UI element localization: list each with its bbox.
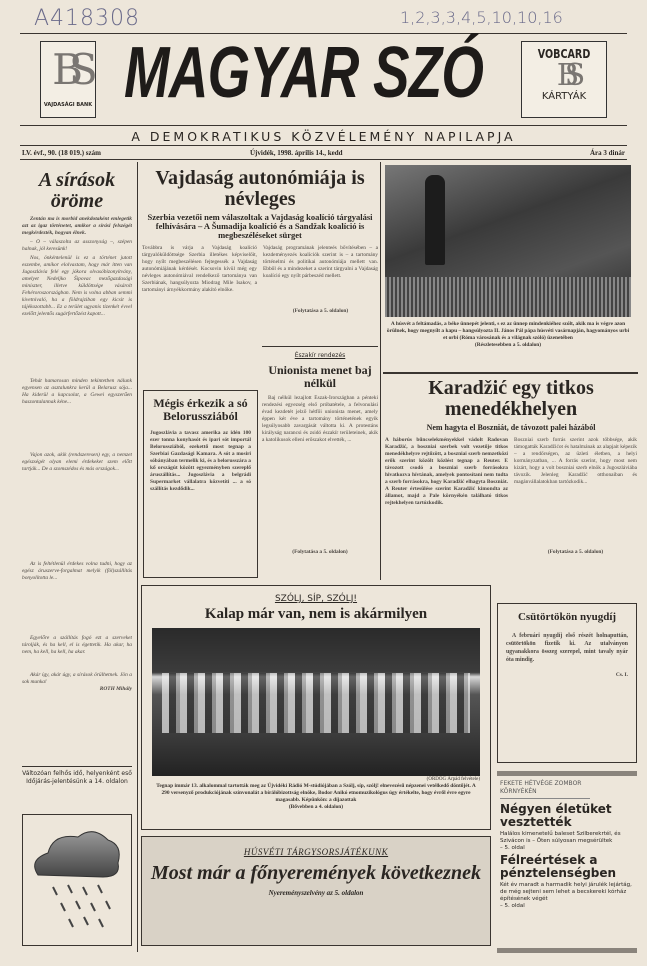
- page-ref[interactable]: – 5. oldal: [500, 903, 525, 909]
- photo-caption: [385, 321, 631, 349]
- easter-lottery-banner[interactable]: [141, 836, 491, 946]
- article-kalap: [141, 585, 491, 830]
- article-text: Baj nélkül lezajlott Észak-Írországban a pénteki rendezési egyezség első próbatétele, a felvonulási évad kezdetét jelző hétfői unionista menet, amely éppen két éve a tartomány történetének egyik legsúlyosabb zavargását váltotta ki. A protestáns királyság narancsi és zsidó északír területeinek, akik a katolikusok elleni erőszakot elvették, ...: [262, 395, 378, 444]
- brief-text: Halálos kimenetelű baleset Szilberekrtél, és Szivácon is – Öten súlyosan megsérültek: [500, 831, 621, 844]
- author: Cs. I.: [615, 671, 628, 678]
- easter-mass-photo: [385, 165, 631, 317]
- cards-label: KÁRTYÁK: [541, 91, 587, 102]
- article-unionista: [262, 352, 378, 556]
- brief-text: Két év maradt a harmadik helyi járulék lejártág, de még sejteni sem lehet a becskereki kórház építésének végét: [500, 882, 632, 902]
- bank-label: VAJDASÁGI BANK: [43, 102, 93, 108]
- page-marks: 1,2,3,3,4,5,10,10,16: [400, 8, 563, 27]
- headline: Mégis érkezik a só Belorussziából: [153, 396, 248, 423]
- newspaper-tagline: A DEMOKRATIKUS KÖZVÉLEMÉNY NAPILAPJA: [131, 129, 516, 144]
- weather-ref: Időjárás-jelentésünk a 14. oldalon: [26, 778, 128, 785]
- continuation[interactable]: (Folytatása a 5. oldalon): [292, 549, 348, 556]
- weather-headline: Változóan felhős idő, helyenként eső: [22, 770, 132, 777]
- photo-caption: Tegnap immár 13. alkalommal tartották meg az Újvidéki Rádió M-stúdiójában a Szólj, síp, szólj! elnevezésű népzenei vetélkedő döntőjét. A 290 versenyző produkciójának színvonalát a bírálóbizottság elnöke, Bodor Anikó etnomuzikológus úgy értékelte, hogy évről évre egyre magasabb. Képünkön: a díjazottak: [156, 782, 476, 803]
- column-text: A háborús bűncselekményekkel vádolt Radovan Karadžić, a boszniai szerbek volt vezetője titkos menedékhelyre rejtőzött, a boszniai szerb nemzetközi erők szerint közölt közlést tegnap a Reuter. E távozott csodó a boszniai szerb forrásokra hivatkozva hívtának, amelyek pontosítani nem tudta a szerb forrásokra, hogy Karadžić elhagyta Boszniát. A Reuter értesülése szerint Karadžić kimondta az államot, majd a Pale környékén található titkos rejtekhelyen tartózkodik.: [385, 437, 508, 507]
- statue-shape: [425, 175, 445, 265]
- kicker: Északír rendezés: [294, 352, 346, 359]
- page-ref[interactable]: – 5. oldal: [500, 845, 525, 851]
- article-vajdasag: [142, 168, 378, 322]
- subheadline: Nem hagyta el Boszniát, de távozott palei házából: [426, 423, 596, 432]
- column-text: Vajdaság programának jelenteés bővítésében – a kezdeményezés koalíciók szerint is – a tartomány történelmi és politikai autonómiája mellett van. Ebből és a mindezeket a szerint tárgyalni a Vajdaság koalíció egy nyílt párbeszéd mellett.: [263, 244, 378, 279]
- issue-price: Ára 3 dinár: [590, 149, 625, 157]
- group-of-people-shape: [162, 673, 470, 733]
- continuation[interactable]: (Folytatása a 5. oldalon): [292, 307, 349, 314]
- headline: Csütörtökön nyugdíj: [517, 611, 617, 623]
- newspaper-title: MAGYAR SZÓ: [124, 33, 484, 113]
- column-text: Továbbra is várja a Vajdaság koalíció tárgyalóküldöttsége Szerbia illetékes képviselőit, hogy nyílt megbeszélésen fejtegessék a Vajdaság autonómiájának kérdését. Kocsovin kívül még egy névleges autonómiával rendelkező tartománya van Szerbiának, hangsúlyozta Miodrag Mile Isakov, a tartományi árnyékkormány alakító elnöke.: [142, 244, 257, 293]
- vajdasagi-bank-ad: [40, 41, 96, 118]
- headline[interactable]: Félreértések a pénztelenségben: [500, 853, 617, 880]
- paragraph: – Ó – válaszolta az asszonyság –, szépen halnak, jól keresünk!: [22, 239, 132, 252]
- weather-box: [22, 814, 132, 946]
- vobcard-ad: [521, 41, 607, 118]
- issue-date: Újvidék, 1998. április 14., kedd: [250, 149, 343, 157]
- headline: Karadžić egy titkos menedékhelyen: [428, 377, 594, 420]
- paragraph: Vajon azok, akik (rendszeresen) egy, a nemzet egészségét olyan elemi érdekeket szem előtt tartják... De a szomszédos és más országok...: [22, 452, 132, 472]
- article-text: A februári nyugdíj első részét holnaputtán, csütörtökön fizetik ki. Az utalványon ugyanakkora összeg szerepel, mint tavaly nyár óta mindig.: [506, 632, 628, 663]
- rain-cloud-icon: [23, 815, 129, 943]
- vobcard-label: VOBCARD: [537, 47, 591, 61]
- kicker: SZÓLJ, SÍP, SZÓLJ!: [274, 594, 358, 604]
- article-sirasok: [22, 170, 132, 693]
- issue-volume: LV. évf., 90. (18 019.) szám: [22, 149, 101, 157]
- article-nyugdij: [497, 603, 637, 763]
- paragraph: Nos, önkéntelenül is ez a történet jutott eszembe, amikor elolvastam, hogy már itten van Jugoszlávia felé egy jókora olvasóbizonyítvány, amelyet Nedeljko Šipovac mezőgazdasági miniszter, illetve küldöttsége vásárolt Fehéroroszországban. Nem is volna abban semmi kivetnivaló, ha a földrajziban egy kicsit is tájékozottabb... Ez a terület ugyanis tizenkét évvel ezelőtt jelentős sugárfertőzést kapott...: [22, 255, 132, 317]
- coupon-ref: Nyereményszelvény az 5. oldalon: [268, 889, 364, 897]
- crowd-shape: [385, 277, 631, 317]
- headline: Most már a főnyeremények következnek: [151, 862, 481, 884]
- paragraph: Akár így, akár úgy, a sírások örülhetnek. Jön a sok munka!: [22, 672, 132, 685]
- continuation[interactable]: (Részletesebben a 5. oldalon): [474, 342, 542, 348]
- caption-text: A húsvét a feltámadás, a béke ünnepét jelenti, s ez az ünnep mindenkiéhez szólt, akik ma is végre azon örülnek, hogy megnyílt a kapu – hangsúlyozta II. János Pál pápa húsvéti vasárnapján, hagyományos urbi et orbi (Róma városának és a világnak szóló) üzenetében: [386, 321, 630, 341]
- headline: Kalap már van, nem is akármilyen: [204, 606, 428, 622]
- paragraph: Az is feltétlenül érdekes volna tudni, hogy az egész áruszerve-forgalmat melyik (föl)szállítás bonyolította le...: [22, 561, 132, 581]
- article-text: Jugoszlávia a tavasz amerika az idén 100 ezer tonna konyhasót és ipari sót importál Belorussziából, ezekettő most tegnap a Szerbiai Gazdasági Kamara. A sót a mosiri sóbányában termelik ki, és a belorusszára a kő országút között egyezményben szereplő áruszállítás... Jugoszlávia a belgrádi Supermarket vállalatra közvetíti ... a só szállítás kezdődik...: [150, 430, 251, 493]
- photo-credit: (ÖRDÖG Árpád felvétele): [426, 776, 480, 782]
- weather-teaser[interactable]: [22, 770, 132, 786]
- news-briefs: [500, 780, 635, 910]
- paragraph: Egyelőre a szállítás fogó ezt a szerveket tárolják, és ha kell, el is égettetik. Ha akar, ha nem, ha kell, ha kell, ha akar.: [22, 635, 132, 655]
- kicker: FEKETE HÉTVÉGE ZOMBOR KÖRNYÉKÉN: [500, 780, 590, 799]
- author: ROTH Mihály: [99, 686, 132, 692]
- lead: Zentán ma is morbid anekdotaként emlegetik azt az igaz történetet, amikor a sírási felszégét megkérdezték, hogyan élnek.: [22, 216, 132, 236]
- card-logo-icon: BS: [556, 58, 572, 93]
- headline[interactable]: Négyen életüket vesztették: [500, 802, 612, 829]
- continuation[interactable]: (Bővebben a 4. oldalon): [288, 803, 344, 810]
- headline: Unionista menet baj nélkül: [268, 363, 372, 390]
- kicker: HÚSVÉTI TÁRGYSORSJÁTÉKUNK: [243, 847, 389, 857]
- paragraph: Tehát hamarosan minden tekintetben nálunk egyensen az asztalunkra kerül a Belarusz sója... Ha kiderül a kapcsolat, a Gewei egyszerűen haszontalannak kéne...: [22, 378, 132, 405]
- winners-photo: [152, 628, 480, 776]
- column-text: Boszniai szerb forrás szerint azok többsége, akik támogatták Karadžićot és hatalmának az alapjait képezik – a rendőrségen, az üzleti életben, a helyi kormányzatban, ... A forrás szerint, hogy most nem kizárt, hogy a volt boszniai szerb elnök a Jugoszláviába távozik. Jelenleg Karadžić otthonaiban és magánvállalatokban tartózkodik...: [514, 437, 637, 486]
- headline: A sírások öröme: [38, 169, 116, 212]
- archive-number: A418308: [34, 6, 141, 31]
- continuation[interactable]: (Folytatása a 5. oldalon): [547, 549, 604, 556]
- bank-logo-icon: BS: [52, 45, 84, 94]
- headline: Vajdaság autonómiája is névleges: [155, 167, 365, 210]
- subheadline: Szerbia vezetői nem válaszoltak a Vajdaság koalíció tárgyalási felhívására – A Šumadija koalíció és a Sandžak koalíció is megbeszéléseket sürget: [147, 212, 373, 240]
- article-karadzic: [385, 378, 637, 556]
- article-belorusz: [143, 390, 258, 578]
